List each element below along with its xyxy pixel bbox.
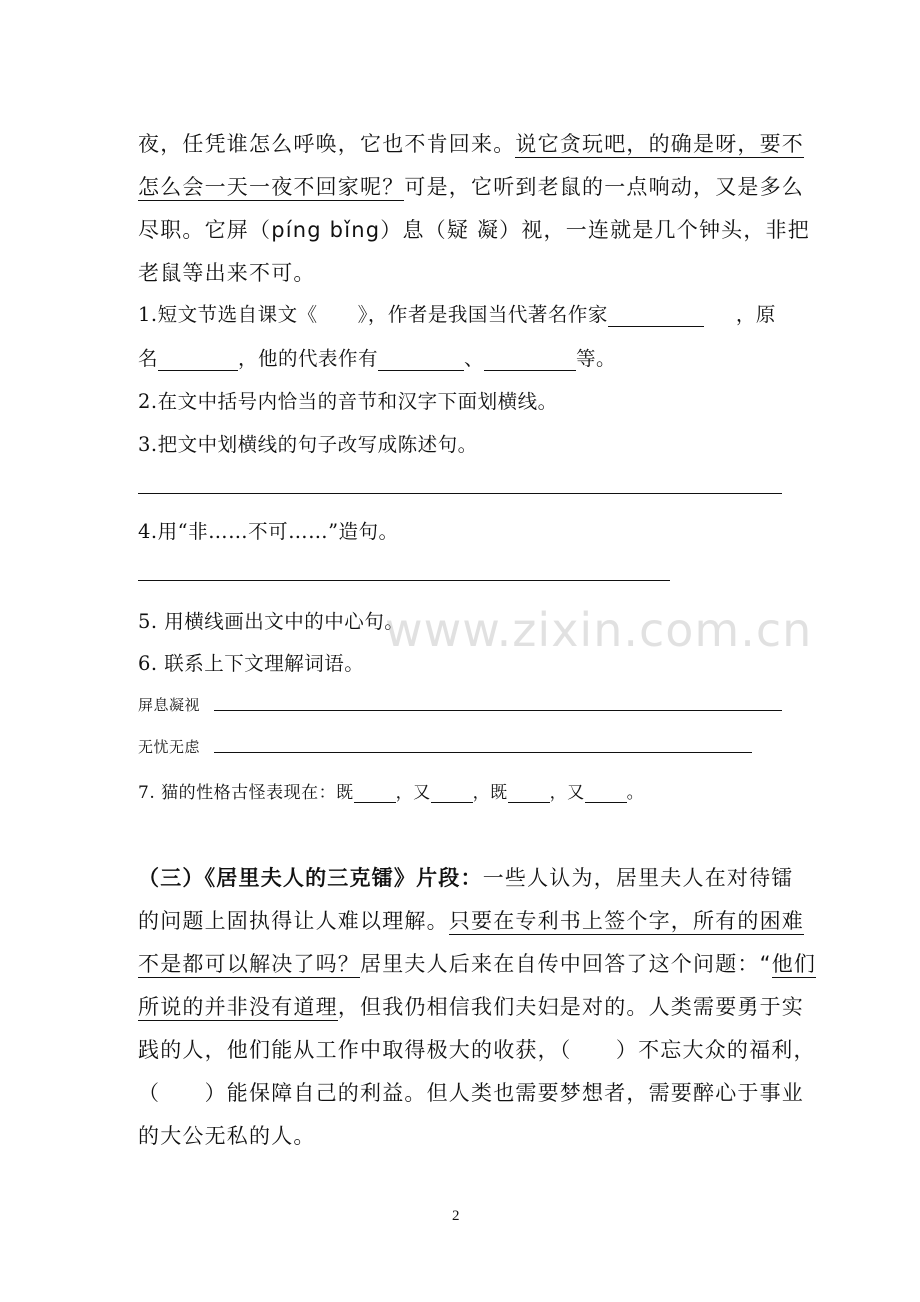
question-text: ，又 xyxy=(395,783,431,803)
answer-blank[interactable] xyxy=(585,784,627,803)
answer-line[interactable] xyxy=(138,493,782,494)
passage3-text: 践的人，他们能从工作中取得极大的收获，（ ）不忘大众的福利， xyxy=(138,1038,816,1062)
question-4 xyxy=(138,516,399,544)
underlined-sentence: 不是都可以解决了吗？ xyxy=(138,952,360,976)
underlined-sentence: 说它贪玩吧，的确是呀，要不 xyxy=(515,132,805,156)
question-5 xyxy=(138,606,404,634)
passage3-line4 xyxy=(138,991,804,1021)
term-2-row xyxy=(138,736,200,757)
page-number: 2 xyxy=(452,1208,460,1224)
question-text: 5. 用横线画出文中的中心句。 xyxy=(138,610,405,633)
passage3-text: 居里夫人后来在自传中回答了这个问题：“ xyxy=(360,952,772,976)
passage3-line3 xyxy=(138,948,816,978)
question-text: 等。 xyxy=(576,347,617,370)
answer-line[interactable] xyxy=(214,710,782,711)
passage1-text: 尽职。它屏（píng bǐng）息（疑 凝）视，一连就是几个钟头，非把 xyxy=(138,218,810,242)
passage3-line1 xyxy=(138,862,794,892)
answer-blank[interactable] xyxy=(354,784,396,803)
question-text: 7. 猫的性格古怪表现在：既 xyxy=(138,783,354,803)
underlined-sentence: 只要在专利书上签个字，所有的困难 xyxy=(448,909,805,933)
question-1-line1 xyxy=(138,299,776,327)
answer-blank[interactable] xyxy=(158,348,238,371)
question-text: ，又 xyxy=(549,783,585,803)
underlined-sentence: 所说的并非没有道理 xyxy=(138,995,338,1019)
underlined-sentence: 他们 xyxy=(771,952,817,976)
question-7 xyxy=(138,778,644,803)
passage1-text: 老鼠等出来不可。 xyxy=(138,261,316,285)
passage3-line6 xyxy=(138,1077,804,1107)
question-text: 6. 联系上下文理解词语。 xyxy=(138,652,365,675)
question-2 xyxy=(138,386,558,414)
answer-line[interactable] xyxy=(214,752,752,753)
question-1-line2 xyxy=(138,343,616,371)
question-text: 。 xyxy=(626,783,645,803)
answer-blank[interactable] xyxy=(378,348,464,371)
passage3-text: 一些人认为，居里夫人在对待镭 xyxy=(482,866,794,890)
answer-blank[interactable] xyxy=(508,784,550,803)
passage1-text: 可是，它听到老鼠的一点响动，又是多么 xyxy=(404,175,805,199)
passage1-text: 夜，任凭谁怎么呼唤，它也不肯回来。 xyxy=(138,132,516,156)
question-text: 4.用“非……不可……”造句。 xyxy=(138,520,399,543)
answer-blank[interactable] xyxy=(608,304,704,327)
term-label: 屏息凝视 xyxy=(138,696,201,714)
term-label: 无忧无虑 xyxy=(138,738,201,756)
passage3-text: 的问题上固执得让人难以理解。 xyxy=(138,909,449,933)
question-3 xyxy=(138,429,478,457)
answer-blank[interactable] xyxy=(431,784,473,803)
underlined-sentence: 怎么会一天一夜不回家呢？ xyxy=(138,175,405,199)
answer-blank[interactable] xyxy=(484,348,576,371)
question-text: 、 xyxy=(464,347,485,370)
answer-line[interactable] xyxy=(138,580,670,581)
passage1-line4 xyxy=(138,257,316,287)
question-text: 1.短文节选自课文《 》，作者是我国当代著名作家 xyxy=(138,303,608,326)
passage3-text: 的大公无私的人。 xyxy=(138,1124,316,1148)
question-text: 3.把文中划横线的句子改写成陈述句。 xyxy=(138,433,478,456)
term-1-row xyxy=(138,694,200,715)
passage3-text: （ ）能保障自己的利益。但人类也需要梦想者，需要醉心于事业 xyxy=(138,1081,804,1105)
passage1-line1 xyxy=(138,128,804,158)
watermark: www.zixin.com.cn xyxy=(385,603,813,657)
passage3-line5 xyxy=(138,1034,816,1064)
question-text: 2.在文中括号内恰当的音节和汉字下面划横线。 xyxy=(138,390,558,413)
question-6 xyxy=(138,648,364,676)
section-title: （三）《居里夫人的三克镭》片段： xyxy=(138,866,483,890)
passage1-line3 xyxy=(138,214,810,244)
question-text: ，既 xyxy=(472,783,508,803)
question-text: ，他的代表作有 xyxy=(238,347,379,370)
question-text: ，原 xyxy=(735,303,776,326)
passage3-line2 xyxy=(138,905,804,935)
question-text: 名 xyxy=(138,347,159,370)
passage1-line2 xyxy=(138,171,804,201)
passage3-text: ，但我仍相信我们夫妇是对的。人类需要勇于实 xyxy=(337,995,805,1019)
passage3-line7 xyxy=(138,1120,316,1150)
